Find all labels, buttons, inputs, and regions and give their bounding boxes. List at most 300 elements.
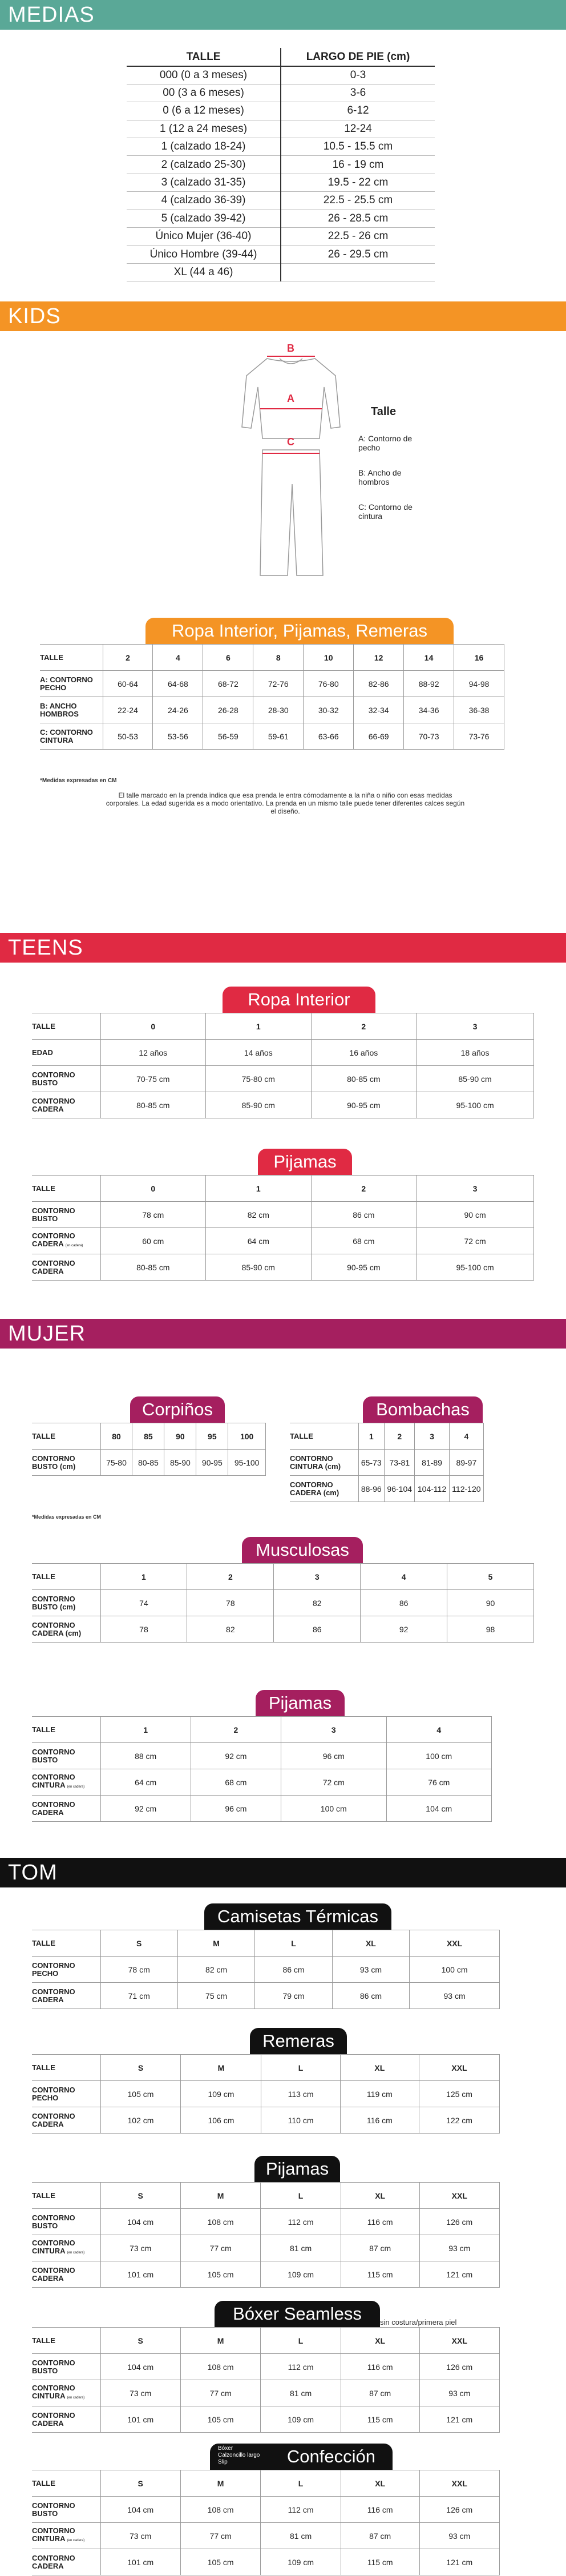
- table-cell: 5 (calzado 39-42): [127, 210, 281, 227]
- table-cell: XXL: [419, 2183, 499, 2209]
- table-cell: Único Hombre (39-44): [127, 245, 281, 263]
- table-row: [290, 1450, 484, 1476]
- table-cell: M: [180, 2183, 260, 2209]
- table-cell: 85-90 cm: [206, 1092, 312, 1118]
- boxer-side-note: sin costura/primera piel: [380, 2318, 457, 2327]
- row-header: TALLE: [32, 1176, 100, 1202]
- table-cell: 64-68: [153, 671, 203, 697]
- table-cell: 126 cm: [419, 2209, 499, 2235]
- table-cell: 80: [100, 1423, 132, 1450]
- table-row: [40, 697, 504, 723]
- table-cell: 18 años: [417, 1040, 534, 1066]
- table-cell: 16: [454, 645, 504, 671]
- kids-size-table: [40, 644, 504, 750]
- table-cell: 6-12: [281, 102, 435, 120]
- table-cell: L: [261, 2328, 341, 2354]
- boxer-table: [32, 2327, 500, 2433]
- table-row: [127, 102, 435, 120]
- row-header: CONTORNO CADERA (en cadera): [32, 1228, 100, 1254]
- table-cell: 4: [361, 1564, 447, 1590]
- row-header: C: CONTORNO CINTURA: [40, 723, 103, 750]
- table-cell: 92 cm: [100, 1796, 191, 1822]
- table-cell: Único Mujer (36-40): [127, 228, 281, 245]
- row-header: CONTORNO CINTURA (en cadera): [32, 2523, 100, 2549]
- table-cell: 109 cm: [181, 2081, 261, 2107]
- table-row: [290, 1423, 484, 1450]
- table-row: [40, 671, 504, 697]
- kids-pill: Ropa Interior, Pijamas, Remeras: [145, 618, 454, 644]
- medias-header-cell: LARGO DE PIE (cm): [281, 48, 435, 66]
- table-cell: 112-120: [449, 1476, 483, 1502]
- confeccion-label: Confección: [286, 2446, 375, 2466]
- table-cell: 89-97: [449, 1450, 483, 1476]
- table-cell: 93 cm: [410, 1983, 500, 2009]
- table-cell: L: [261, 2183, 341, 2209]
- table-cell: 94-98: [454, 671, 504, 697]
- table-cell: 87 cm: [341, 2380, 419, 2406]
- table-cell: 14: [404, 645, 454, 671]
- table-cell: S: [100, 2183, 180, 2209]
- row-header: CONTORNO CADERA: [32, 1254, 100, 1281]
- table-cell: 90: [447, 1590, 534, 1616]
- section-tom-header: TOM: [0, 1858, 566, 1887]
- label-a: A: [287, 393, 294, 404]
- row-header: CONTORNO CADERA: [32, 2261, 100, 2288]
- table-cell: 90 cm: [417, 1202, 534, 1228]
- row-header-note: (en cadera): [67, 2396, 85, 2400]
- table-cell: 116 cm: [341, 2209, 419, 2235]
- table-cell: 0 (6 a 12 meses): [127, 102, 281, 120]
- table-cell: 77 cm: [180, 2380, 260, 2406]
- table-cell: 81 cm: [261, 2235, 341, 2261]
- table-row: [32, 2328, 500, 2354]
- section-medias-header: MEDIAS: [0, 0, 566, 30]
- table-cell: 86: [361, 1590, 447, 1616]
- table-cell: 90: [164, 1423, 196, 1450]
- table-cell: 112 cm: [261, 2354, 341, 2380]
- table-cell: 95: [196, 1423, 228, 1450]
- table-cell: 1: [358, 1423, 385, 1450]
- row-header: TALLE: [32, 2328, 100, 2354]
- remeras-table: [32, 2054, 500, 2134]
- table-cell: 30-32: [304, 697, 354, 723]
- table-row: [127, 210, 435, 227]
- row-header: CONTORNO CADERA: [32, 2549, 100, 2575]
- table-cell: 60-64: [103, 671, 153, 697]
- corpinos-note: *Medidas expresadas en CM: [32, 1514, 102, 1520]
- table-row: [32, 1564, 534, 1590]
- table-cell: 92: [361, 1616, 447, 1643]
- table-cell: 22.5 - 25.5 cm: [281, 192, 435, 210]
- kids-garment-diagram: [240, 341, 342, 581]
- table-cell: 105 cm: [180, 2406, 260, 2433]
- row-header-note: (en cadera): [67, 1785, 85, 1789]
- table-cell: 101 cm: [100, 2261, 180, 2288]
- table-row: [32, 2055, 500, 2081]
- table-cell: 88-92: [404, 671, 454, 697]
- table-cell: 26 - 29.5 cm: [281, 245, 435, 263]
- table-row: [127, 228, 435, 245]
- table-cell: 60 cm: [100, 1228, 206, 1254]
- table-cell: 4: [386, 1717, 492, 1743]
- table-cell: 115 cm: [341, 2549, 419, 2575]
- table-cell: 112 cm: [261, 2497, 341, 2523]
- table-cell: 3: [274, 1564, 361, 1590]
- table-row: [32, 1769, 492, 1796]
- table-cell: 1: [206, 1013, 312, 1040]
- table-cell: M: [180, 2328, 260, 2354]
- table-cell: S: [100, 1930, 177, 1957]
- table-row: [32, 1013, 534, 1040]
- table-cell: S: [100, 2055, 181, 2081]
- table-cell: 5: [447, 1564, 534, 1590]
- diagram-legend-c: C: Contorno de cintura: [358, 502, 413, 521]
- table-cell: 93 cm: [332, 1957, 409, 1983]
- table-cell: 81-89: [415, 1450, 449, 1476]
- remeras-pill: Remeras: [250, 2028, 347, 2054]
- table-row: [127, 174, 435, 191]
- table-row: [32, 1616, 534, 1643]
- table-cell: 96 cm: [191, 1796, 281, 1822]
- row-header: CONTORNO CADERA: [32, 1092, 100, 1118]
- table-cell: 0: [100, 1013, 206, 1040]
- table-cell: XL: [341, 2470, 419, 2497]
- table-cell: XXL: [419, 2055, 500, 2081]
- table-cell: 12 años: [100, 1040, 206, 1066]
- row-header: CONTORNO BUSTO: [32, 2497, 100, 2523]
- table-cell: 80-85: [132, 1450, 164, 1476]
- table-cell: 56-59: [203, 723, 253, 750]
- row-header: CONTORNO BUSTO: [32, 2209, 100, 2235]
- table-row: [32, 1092, 534, 1118]
- table-cell: XXL: [419, 2328, 499, 2354]
- table-cell: 3: [417, 1176, 534, 1202]
- table-cell: 88 cm: [100, 1743, 191, 1769]
- confeccion-sub: Bóxer: [218, 2445, 233, 2452]
- table-cell: 86 cm: [332, 1983, 409, 2009]
- table-cell: 63-66: [304, 723, 354, 750]
- table-cell: 76 cm: [386, 1769, 492, 1796]
- table-cell: M: [177, 1930, 254, 1957]
- termicas-table: [32, 1930, 500, 2009]
- table-cell: XL: [341, 2183, 419, 2209]
- table-cell: 000 (0 a 3 meses): [127, 66, 281, 84]
- table-row: [32, 2235, 500, 2261]
- table-cell: 24-26: [153, 697, 203, 723]
- table-cell: 4: [449, 1423, 483, 1450]
- table-cell: 88-96: [358, 1476, 385, 1502]
- table-cell: M: [180, 2470, 260, 2497]
- table-row: [32, 2380, 500, 2406]
- table-row: [32, 1590, 534, 1616]
- table-cell: 50-53: [103, 723, 153, 750]
- table-cell: 115 cm: [341, 2261, 419, 2288]
- musculosas-pill: Musculosas: [242, 1537, 363, 1563]
- table-row: [32, 1717, 492, 1743]
- table-cell: 34-36: [404, 697, 454, 723]
- table-cell: 2: [311, 1176, 417, 1202]
- table-cell: 110 cm: [261, 2107, 340, 2134]
- table-cell: 116 cm: [341, 2354, 419, 2380]
- table-cell: 16 - 19 cm: [281, 156, 435, 174]
- table-cell: 80-85 cm: [100, 1092, 206, 1118]
- corpinos-pill: Corpiños: [130, 1396, 225, 1423]
- table-row: [127, 84, 435, 102]
- table-cell: 66-69: [354, 723, 404, 750]
- table-row: [32, 2549, 500, 2575]
- table-cell: 68 cm: [311, 1228, 417, 1254]
- table-row: [127, 120, 435, 138]
- table-cell: 73 cm: [100, 2523, 180, 2549]
- label-b: B: [287, 343, 294, 354]
- table-cell: 100 cm: [410, 1957, 500, 1983]
- table-row: [32, 1930, 500, 1957]
- table-cell: 109 cm: [261, 2549, 341, 2575]
- row-header: TALLE: [32, 1717, 100, 1743]
- table-cell: 0-3: [281, 66, 435, 84]
- table-cell: 73 cm: [100, 2235, 180, 2261]
- table-cell: 3: [415, 1423, 449, 1450]
- row-header: B: ANCHO HOMBROS: [40, 697, 103, 723]
- table-row: [127, 66, 435, 84]
- table-cell: 77 cm: [180, 2235, 260, 2261]
- confeccion-sublist: [218, 2445, 260, 2466]
- section-mujer-header: MUJER: [0, 1319, 566, 1349]
- table-row: [40, 645, 504, 671]
- table-cell: 76-80: [304, 671, 354, 697]
- table-cell: 65-73: [358, 1450, 385, 1476]
- kids-disclaimer: El talle marcado en la prenda indica que esa prenda le entra cómodamente a la niña o niño con esas medidas corporales. La edad sugerida es a modo orientativo. La prenda en un mismo talle puede tener diferentes calces según el diseño.: [106, 791, 465, 815]
- table-row: [127, 192, 435, 210]
- table-cell: 108 cm: [180, 2354, 260, 2380]
- table-cell: 2: [191, 1717, 281, 1743]
- table-cell: 26-28: [203, 697, 253, 723]
- table-cell: 3 (calzado 31-35): [127, 174, 281, 191]
- table-cell: 109 cm: [261, 2406, 341, 2433]
- table-cell: 108 cm: [180, 2209, 260, 2235]
- table-cell: 77 cm: [180, 2523, 260, 2549]
- table-cell: 101 cm: [100, 2549, 180, 2575]
- table-cell: 53-56: [153, 723, 203, 750]
- table-cell: 73-81: [385, 1450, 415, 1476]
- table-cell: 80-85 cm: [311, 1066, 417, 1092]
- row-header: TALLE: [32, 2055, 100, 2081]
- row-header: TALLE: [290, 1423, 358, 1450]
- table-cell: 82 cm: [206, 1202, 312, 1228]
- table-cell: 75-80: [100, 1450, 132, 1476]
- section-kids-header: KIDS: [0, 301, 566, 331]
- table-cell: 32-34: [354, 697, 404, 723]
- table-cell: 3-6: [281, 84, 435, 102]
- table-cell: 72-76: [253, 671, 304, 697]
- boxer-pill: Bóxer Seamless: [215, 2301, 380, 2327]
- table-cell: 105 cm: [100, 2081, 181, 2107]
- table-cell: 64 cm: [100, 1769, 191, 1796]
- table-cell: 70-73: [404, 723, 454, 750]
- table-cell: 3: [417, 1013, 534, 1040]
- table-cell: 75-80 cm: [206, 1066, 312, 1092]
- table-cell: 121 cm: [419, 2549, 499, 2575]
- table-cell: 116 cm: [341, 2497, 419, 2523]
- corpinos-table: [32, 1423, 266, 1476]
- table-cell: 26 - 28.5 cm: [281, 210, 435, 227]
- table-row: [32, 1254, 534, 1281]
- row-header: CONTORNO CINTURA (en cadera): [32, 2380, 100, 2406]
- table-cell: 105 cm: [180, 2549, 260, 2575]
- table-cell: 102 cm: [100, 2107, 181, 2134]
- table-cell: 68-72: [203, 671, 253, 697]
- table-cell: 73-76: [454, 723, 504, 750]
- table-cell: 85: [132, 1423, 164, 1450]
- table-cell: 104 cm: [100, 2354, 180, 2380]
- medias-size-table: [127, 48, 435, 281]
- table-cell: 93 cm: [419, 2380, 499, 2406]
- teens-ri-table: [32, 1013, 534, 1118]
- table-cell: 82-86: [354, 671, 404, 697]
- table-row: [127, 245, 435, 263]
- table-row: [32, 2497, 500, 2523]
- table-cell: L: [261, 2055, 340, 2081]
- table-cell: 116 cm: [340, 2107, 419, 2134]
- table-cell: 86 cm: [311, 1202, 417, 1228]
- table-cell: 74: [100, 1590, 187, 1616]
- table-cell: 85-90 cm: [417, 1066, 534, 1092]
- table-cell: 4 (calzado 36-39): [127, 192, 281, 210]
- table-cell: XXL: [419, 2470, 499, 2497]
- table-cell: 125 cm: [419, 2081, 500, 2107]
- tom-pijamas-table: [32, 2182, 500, 2288]
- table-cell: 36-38: [454, 697, 504, 723]
- confeccion-sub: Slip: [218, 2459, 228, 2465]
- table-row: [32, 2406, 500, 2433]
- table-cell: 2: [103, 645, 153, 671]
- row-header: CONTORNO BUSTO: [32, 1743, 100, 1769]
- table-cell: XXL: [410, 1930, 500, 1957]
- table-cell: 104-112: [415, 1476, 449, 1502]
- table-cell: 119 cm: [340, 2081, 419, 2107]
- table-row: [32, 1228, 534, 1254]
- row-header: CONTORNO BUSTO: [32, 1066, 100, 1092]
- row-header-note: (en cadera): [67, 2251, 85, 2255]
- row-header: CONTORNO CINTURA (cm): [290, 1450, 358, 1476]
- table-cell: XL: [332, 1930, 409, 1957]
- table-cell: 86 cm: [255, 1957, 332, 1983]
- table-cell: 0: [100, 1176, 206, 1202]
- label-c: C: [287, 436, 294, 448]
- table-cell: 100 cm: [386, 1743, 492, 1769]
- row-header: CONTORNO CADERA (cm): [290, 1476, 358, 1502]
- table-row: [32, 1040, 534, 1066]
- row-header: CONTORNO BUSTO: [32, 1202, 100, 1228]
- teens-ri-pill: Ropa Interior: [223, 987, 375, 1013]
- table-cell: 00 (3 a 6 meses): [127, 84, 281, 102]
- table-cell: 4: [153, 645, 203, 671]
- table-cell: 95-100 cm: [417, 1092, 534, 1118]
- diagram-legend-a: A: Contorno de pecho: [358, 434, 413, 452]
- table-cell: 105 cm: [180, 2261, 260, 2288]
- table-cell: S: [100, 2470, 180, 2497]
- table-cell: 86: [274, 1616, 361, 1643]
- table-row: [32, 2470, 500, 2497]
- table-row: [32, 2523, 500, 2549]
- table-cell: 14 años: [206, 1040, 312, 1066]
- termicas-pill: Camisetas Térmicas: [204, 1903, 391, 1930]
- table-cell: 6: [203, 645, 253, 671]
- table-cell: 121 cm: [419, 2261, 499, 2288]
- table-cell: 100 cm: [281, 1796, 386, 1822]
- table-cell: 100: [228, 1423, 266, 1450]
- table-row: [32, 1202, 534, 1228]
- table-row: [32, 2209, 500, 2235]
- table-cell: 81 cm: [261, 2523, 341, 2549]
- row-header: A: CONTORNO PECHO: [40, 671, 103, 697]
- row-header-note: (en cadera): [67, 2539, 85, 2542]
- table-cell: 122 cm: [419, 2107, 500, 2134]
- row-header: TALLE: [40, 645, 103, 671]
- medias-header-cell: TALLE: [127, 48, 281, 66]
- row-header: CONTORNO CINTURA (en cadera): [32, 2235, 100, 2261]
- table-cell: 78 cm: [100, 1957, 177, 1983]
- table-cell: 95-100: [228, 1450, 266, 1476]
- table-cell: 96 cm: [281, 1743, 386, 1769]
- table-cell: 126 cm: [419, 2354, 499, 2380]
- table-row: [32, 1796, 492, 1822]
- table-cell: 108 cm: [180, 2497, 260, 2523]
- table-cell: 104 cm: [386, 1796, 492, 1822]
- table-cell: 16 años: [311, 1040, 417, 1066]
- diagram-legend-b: B: Ancho de hombros: [358, 468, 402, 486]
- table-cell: 1: [206, 1176, 312, 1202]
- table-cell: 96-104: [385, 1476, 415, 1502]
- table-cell: XL (44 a 46): [127, 263, 281, 281]
- table-cell: 19.5 - 22 cm: [281, 174, 435, 191]
- table-cell: 12-24: [281, 120, 435, 138]
- table-cell: 1 (12 a 24 meses): [127, 120, 281, 138]
- table-cell: 8: [253, 645, 304, 671]
- row-header: CONTORNO CADERA: [32, 1796, 100, 1822]
- row-header: CONTORNO CADERA (cm): [32, 1616, 100, 1643]
- table-row: [32, 2183, 500, 2209]
- table-cell: 1: [100, 1717, 191, 1743]
- table-cell: 80-85 cm: [100, 1254, 206, 1281]
- row-header: TALLE: [32, 1013, 100, 1040]
- table-cell: 70-75 cm: [100, 1066, 206, 1092]
- row-header: CONTORNO PECHO: [32, 2081, 100, 2107]
- row-header: CONTORNO BUSTO (cm): [32, 1590, 100, 1616]
- table-cell: 2: [311, 1013, 417, 1040]
- table-row: [127, 138, 435, 156]
- table-cell: 90-95 cm: [311, 1254, 417, 1281]
- table-cell: L: [261, 2470, 341, 2497]
- table-cell: 2 (calzado 25-30): [127, 156, 281, 174]
- section-teens-header: TEENS: [0, 933, 566, 963]
- table-row: [40, 723, 504, 750]
- row-header: CONTORNO PECHO: [32, 1957, 100, 1983]
- table-cell: 10.5 - 15.5 cm: [281, 138, 435, 156]
- table-cell: M: [181, 2055, 261, 2081]
- table-cell: 22.5 - 26 cm: [281, 228, 435, 245]
- table-row: [32, 2354, 500, 2380]
- table-cell: L: [255, 1930, 332, 1957]
- table-cell: 73 cm: [100, 2380, 180, 2406]
- table-cell: 106 cm: [181, 2107, 261, 2134]
- table-cell: 95-100 cm: [417, 1254, 534, 1281]
- table-cell: 101 cm: [100, 2406, 180, 2433]
- row-header: TALLE: [32, 2470, 100, 2497]
- table-row: [32, 2081, 500, 2107]
- table-cell: 22-24: [103, 697, 153, 723]
- table-row: [127, 263, 435, 281]
